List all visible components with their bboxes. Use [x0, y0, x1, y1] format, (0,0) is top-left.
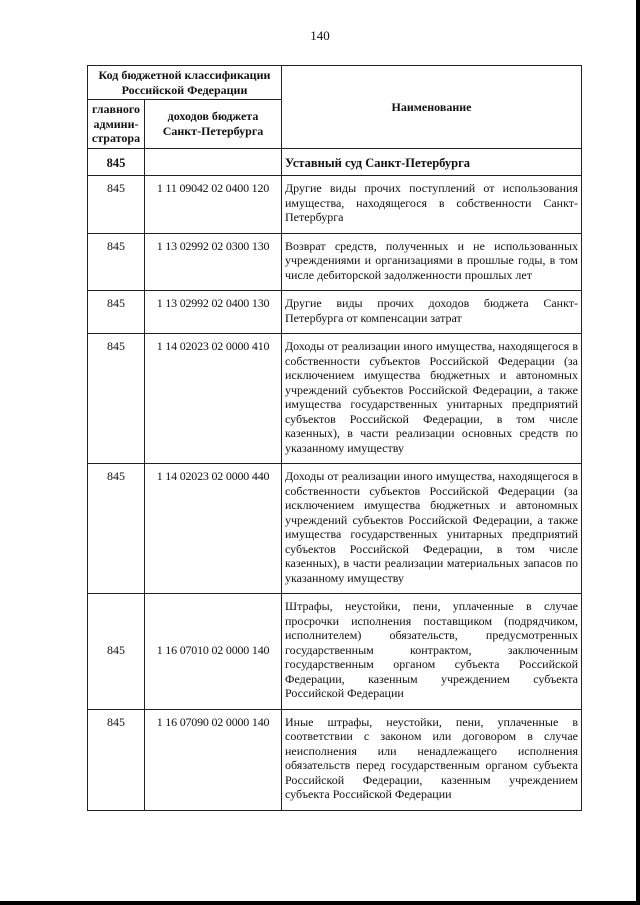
budget-classification-table — [87, 65, 582, 811]
section-name: Уставный суд Санкт-Петербурга — [282, 148, 582, 176]
table-row — [88, 464, 582, 594]
table-row — [88, 291, 582, 334]
row-code: 1 14 02023 02 0000 410 — [145, 334, 282, 464]
row-name: Штрафы, неустойки, пени, уплаченные в случае просрочки исполнения поставщиком (подрядчиком, исполнителем) обязательств, предусмотренных государственным контрактом, заключенным государственным органом субъекта Российской Федерации, казенным учреждением субъекта Российской Федерации — [282, 594, 582, 710]
row-code: 1 14 02023 02 0000 440 — [145, 464, 282, 594]
section-code — [145, 148, 282, 176]
table-row — [88, 594, 582, 710]
row-admin: 845 — [88, 709, 145, 810]
row-admin: 845 — [88, 291, 145, 334]
row-admin: 845 — [88, 176, 145, 234]
table-row — [88, 334, 582, 464]
row-code: 1 13 02992 02 0400 130 — [145, 291, 282, 334]
row-code: 1 13 02992 02 0300 130 — [145, 233, 282, 291]
header-name: Наименование — [282, 66, 582, 149]
row-name: Доходы от реализации иного имущества, находящегося в собственности субъектов Российской Федерации (за исключением имущества бюджетных и автономных учреждений субъектов Российской Федерации, а также имущества государственных унитарных предприятий субъектов Российской Федерации, в том числе казенных), в части реализации материальных запасов по указанному имуществу — [282, 464, 582, 594]
row-admin: 845 — [88, 464, 145, 594]
section-row — [88, 148, 582, 176]
row-name: Иные штрафы, неустойки, пени, уплаченные в соответствии с законом или договором в случае неисполнения или ненадлежащего исполнения обязательств перед государственным органом субъекта Российской Федерации, казенным учреждением субъекта Российской Федерации — [282, 709, 582, 810]
table-row — [88, 709, 582, 810]
row-code: 1 11 09042 02 0400 120 — [145, 176, 282, 234]
row-name: Доходы от реализации иного имущества, находящегося в собственности субъектов Российской Федерации (за исключением имущества бюджетных и автономных учреждений субъектов Российской Федерации, а также имущества государственных унитарных предприятий субъектов Российской Федерации, в том числе казенных), в части реализации основных средств по указанному имуществу — [282, 334, 582, 464]
row-admin: 845 — [88, 334, 145, 464]
header-income: доходов бюджета Санкт-Петербурга — [145, 100, 282, 149]
row-admin: 845 — [88, 594, 145, 710]
section-admin: 845 — [88, 148, 145, 176]
row-name: Возврат средств, полученных и не использованных учреждениями и организациями в прошлые годы, в том числе дебиторской задолженности прошлых лет — [282, 233, 582, 291]
table-row — [88, 176, 582, 234]
table-row — [88, 233, 582, 291]
row-name: Другие виды прочих поступлений от использования имущества, находящегося в собственности Санкт-Петербурга — [282, 176, 582, 234]
header-admin: главного админи-стратора — [88, 100, 145, 149]
row-code: 1 16 07090 02 0000 140 — [145, 709, 282, 810]
page-number: 140 — [310, 28, 330, 43]
row-admin: 845 — [88, 233, 145, 291]
row-code: 1 16 07010 02 0000 140 — [145, 594, 282, 710]
row-name: Другие виды прочих доходов бюджета Санкт-Петербурга от компенсации затрат — [282, 291, 582, 334]
header-group-label: Код бюджетной классификации Российской Федерации — [88, 66, 282, 100]
